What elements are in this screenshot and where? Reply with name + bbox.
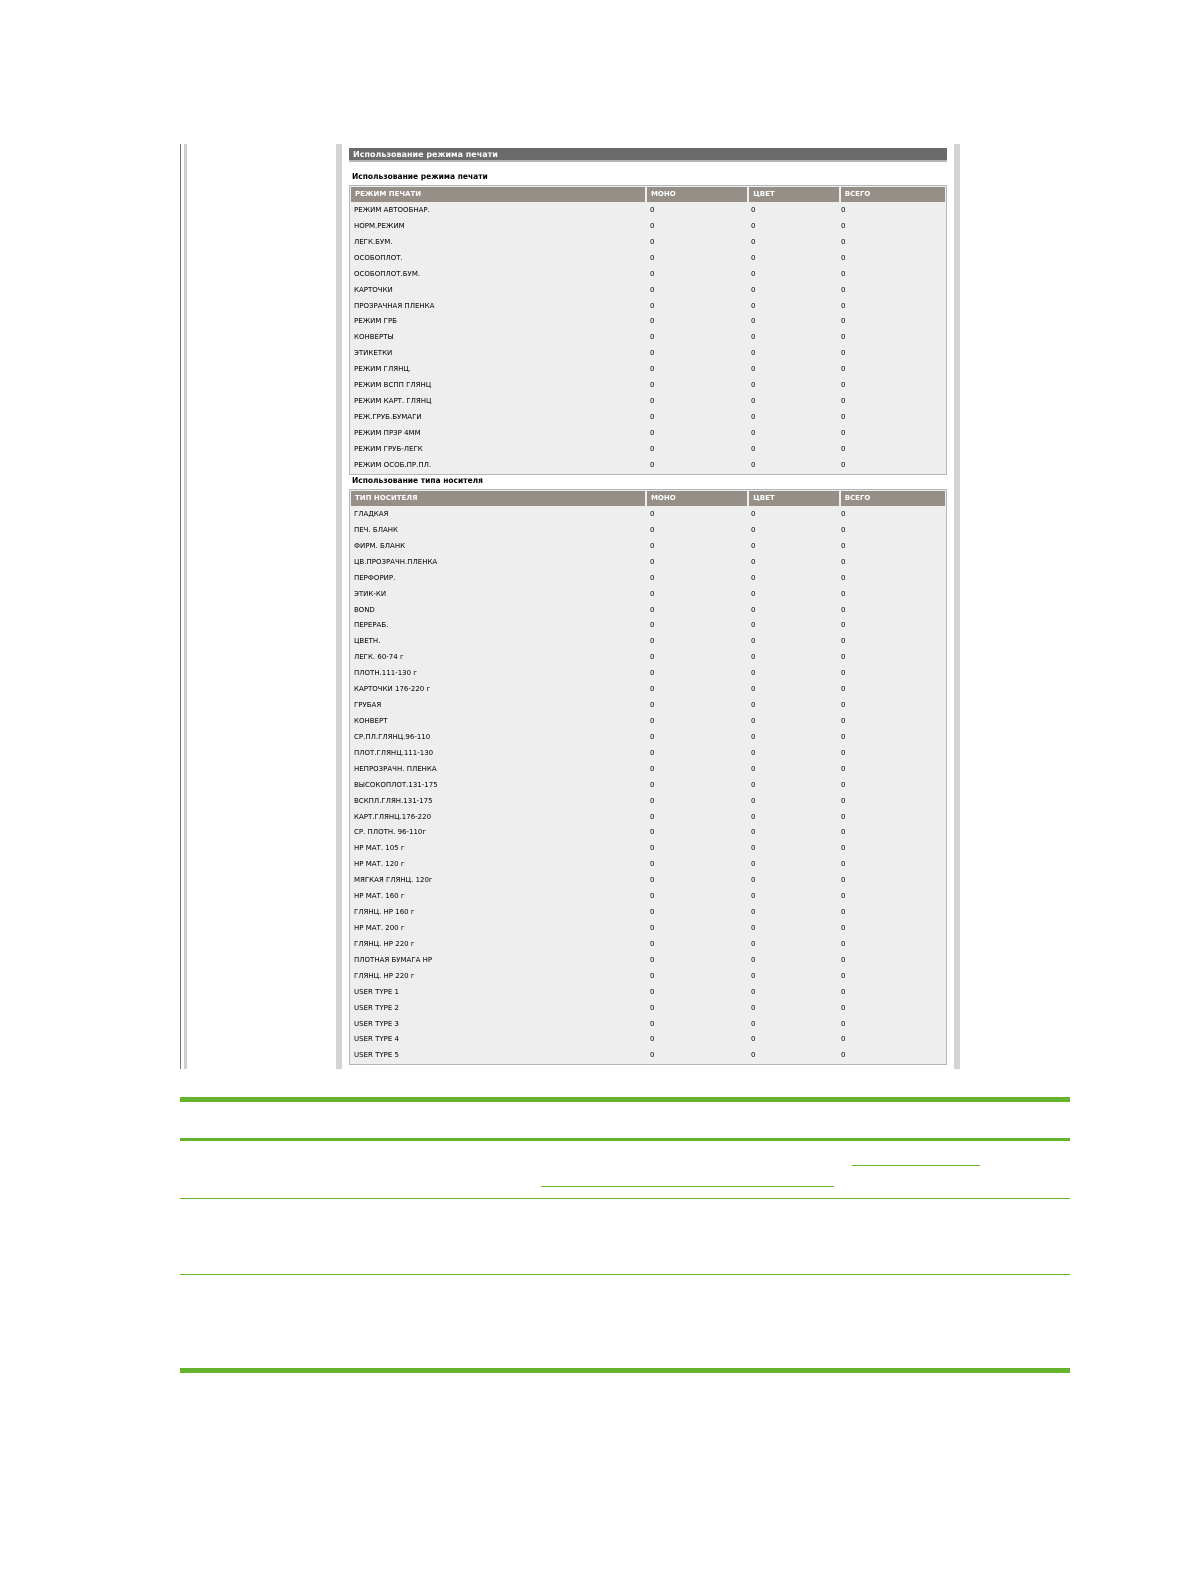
table-row <box>351 778 945 794</box>
table-row <box>351 346 945 362</box>
hyperlink-underline[interactable] <box>541 1186 834 1187</box>
table-bottom-rule <box>180 1368 1070 1373</box>
color-value: 0 <box>751 541 756 550</box>
mono-value: 0 <box>650 605 655 614</box>
mono-value: 0 <box>650 828 655 837</box>
row-label: HP МАТ. 160 г <box>354 892 405 901</box>
table-row <box>351 362 945 378</box>
mono-value: 0 <box>650 460 655 469</box>
row-label: ФИРМ. БЛАНК <box>354 541 406 550</box>
total-value: 0 <box>841 237 846 246</box>
row-label: КАРТОЧКИ <box>354 285 393 294</box>
table-row <box>351 283 945 299</box>
color-value: 0 <box>751 573 756 582</box>
total-value: 0 <box>841 701 846 710</box>
table-row <box>351 523 945 539</box>
color-value: 0 <box>751 732 756 741</box>
print-mode-section-title: Использование режима печати <box>352 172 488 181</box>
table-row <box>351 889 945 905</box>
table-row <box>351 937 945 953</box>
row-label: BOND <box>354 605 375 614</box>
row-label: USER TYPE 5 <box>354 1051 399 1060</box>
column-header-print-mode: РЕЖИМ ПЕЧАТИ <box>351 187 645 202</box>
table-row <box>351 698 945 714</box>
color-value: 0 <box>751 685 756 694</box>
mono-value: 0 <box>650 349 655 358</box>
column-header-total: ВСЕГО <box>841 187 945 202</box>
mono-value: 0 <box>650 955 655 964</box>
total-value: 0 <box>841 349 846 358</box>
color-value: 0 <box>751 206 756 214</box>
total-value: 0 <box>841 1035 846 1044</box>
mono-value: 0 <box>650 365 655 374</box>
table-row <box>351 442 945 458</box>
table-row <box>351 507 945 523</box>
total-value: 0 <box>841 381 846 390</box>
color-value: 0 <box>751 621 756 630</box>
row-label: ПЕЧ. БЛАНК <box>354 525 399 534</box>
mono-value: 0 <box>650 269 655 278</box>
row-label: ПЕРЕРАБ. <box>354 621 389 630</box>
color-value: 0 <box>751 412 756 421</box>
total-value: 0 <box>841 285 846 294</box>
total-value: 0 <box>841 573 846 582</box>
table-row <box>351 378 945 394</box>
mono-value: 0 <box>650 701 655 710</box>
table-row <box>351 219 945 235</box>
row-label: ГЛЯНЦ. HP 220 г <box>354 939 415 948</box>
mono-value: 0 <box>650 621 655 630</box>
table-header <box>351 491 945 506</box>
total-value: 0 <box>841 685 846 694</box>
row-label: СР.ПЛ.ГЛЯНЦ.96-110 <box>354 732 431 741</box>
total-value: 0 <box>841 206 846 214</box>
color-value: 0 <box>751 557 756 566</box>
color-value: 0 <box>751 812 756 821</box>
mono-value: 0 <box>650 1051 655 1060</box>
row-label: РЕЖИМ ВСПП ГЛЯНЦ <box>354 381 432 390</box>
row-label: ЛЕГК. 60-74 г <box>354 653 404 662</box>
color-value: 0 <box>751 876 756 885</box>
row-label: USER TYPE 2 <box>354 1003 399 1012</box>
row-label: USER TYPE 1 <box>354 987 399 996</box>
total-value: 0 <box>841 971 846 980</box>
column-header-mono: МОНО <box>647 187 747 202</box>
row-label: РЕЖ.ГРУБ.БУМАГИ <box>354 412 422 421</box>
color-value: 0 <box>751 381 756 390</box>
row-label: ПЕРФОРИР. <box>354 573 396 582</box>
total-value: 0 <box>841 796 846 805</box>
total-value: 0 <box>841 955 846 964</box>
total-value: 0 <box>841 397 846 406</box>
mono-value: 0 <box>650 716 655 725</box>
color-value: 0 <box>751 828 756 837</box>
mono-value: 0 <box>650 939 655 948</box>
mono-value: 0 <box>650 525 655 534</box>
total-value: 0 <box>841 557 846 566</box>
mono-value: 0 <box>650 637 655 646</box>
table-row <box>351 1032 945 1048</box>
hyperlink-underline[interactable] <box>852 1165 980 1166</box>
row-label: ЭТИК-КИ <box>354 589 387 598</box>
row-label: ОСОБОПЛОТ.БУМ. <box>354 269 421 278</box>
mono-value: 0 <box>650 1019 655 1028</box>
table-row <box>351 394 945 410</box>
color-value: 0 <box>751 860 756 869</box>
color-value: 0 <box>751 716 756 725</box>
table-row <box>351 426 945 442</box>
total-value: 0 <box>841 510 846 518</box>
mono-value: 0 <box>650 301 655 310</box>
mono-value: 0 <box>650 732 655 741</box>
color-value: 0 <box>751 333 756 342</box>
color-value: 0 <box>751 748 756 757</box>
total-value: 0 <box>841 732 846 741</box>
mono-value: 0 <box>650 669 655 678</box>
table-row <box>351 1001 945 1017</box>
color-value: 0 <box>751 253 756 262</box>
color-value: 0 <box>751 349 756 358</box>
mono-value: 0 <box>650 653 655 662</box>
mono-value: 0 <box>650 285 655 294</box>
total-value: 0 <box>841 876 846 885</box>
mono-value: 0 <box>650 923 655 932</box>
total-value: 0 <box>841 987 846 996</box>
total-value: 0 <box>841 301 846 310</box>
table-row <box>351 539 945 555</box>
table-row <box>351 235 945 251</box>
table-row <box>351 857 945 873</box>
row-label: ГЛЯНЦ. HP 220 г <box>354 971 415 980</box>
total-value: 0 <box>841 541 846 550</box>
total-value: 0 <box>841 653 846 662</box>
table-row <box>351 634 945 650</box>
total-value: 0 <box>841 637 846 646</box>
table-top-rule <box>180 1097 1070 1102</box>
color-value: 0 <box>751 701 756 710</box>
table-row <box>351 794 945 810</box>
row-label: КАРТ.ГЛЯНЦ.176-220 <box>354 812 432 821</box>
color-value: 0 <box>751 764 756 773</box>
row-label: ПЛОТНАЯ БУМАГА HP <box>354 955 433 964</box>
mono-value: 0 <box>650 987 655 996</box>
color-value: 0 <box>751 1019 756 1028</box>
total-value: 0 <box>841 444 846 453</box>
table-row <box>351 746 945 762</box>
total-value: 0 <box>841 253 846 262</box>
total-value: 0 <box>841 221 846 230</box>
color-value: 0 <box>751 397 756 406</box>
table-row <box>351 714 945 730</box>
total-value: 0 <box>841 669 846 678</box>
row-label: НОРМ.РЕЖИМ <box>354 221 405 230</box>
row-label: ЦВЕТН. <box>354 637 381 646</box>
table-row <box>351 587 945 603</box>
color-value: 0 <box>751 1051 756 1060</box>
total-value: 0 <box>841 764 846 773</box>
color-value: 0 <box>751 525 756 534</box>
total-value: 0 <box>841 589 846 598</box>
table-row <box>351 410 945 426</box>
row-label: HP МАТ. 200 г <box>354 923 405 932</box>
media-type-rows <box>350 507 946 1064</box>
mono-value: 0 <box>650 237 655 246</box>
total-value: 0 <box>841 844 846 853</box>
color-value: 0 <box>751 460 756 469</box>
mono-value: 0 <box>650 971 655 980</box>
print-mode-table <box>349 185 947 475</box>
total-value: 0 <box>841 317 846 326</box>
table-row <box>351 841 945 857</box>
column-header-color: ЦВЕТ <box>749 187 838 202</box>
table-row <box>351 251 945 267</box>
row-label: СР. ПЛОТН. 96-110г <box>354 828 427 837</box>
total-value: 0 <box>841 908 846 917</box>
content-right-border <box>954 144 960 1069</box>
color-value: 0 <box>751 285 756 294</box>
total-value: 0 <box>841 525 846 534</box>
row-label: РЕЖИМ ОСОБ.ПР.ПЛ. <box>354 460 432 469</box>
table-row <box>351 314 945 330</box>
row-label: HP МАТ. 120 г <box>354 860 405 869</box>
total-value: 0 <box>841 860 846 869</box>
mono-value: 0 <box>650 748 655 757</box>
mono-value: 0 <box>650 557 655 566</box>
table-row <box>351 330 945 346</box>
row-label: КОНВЕРТ <box>354 716 388 725</box>
table-row <box>351 458 945 474</box>
total-value: 0 <box>841 939 846 948</box>
color-value: 0 <box>751 780 756 789</box>
row-label: КАРТОЧКИ 176-220 г <box>354 685 431 694</box>
table-row <box>351 730 945 746</box>
mono-value: 0 <box>650 812 655 821</box>
color-value: 0 <box>751 844 756 853</box>
row-label: ПЛОТ.ГЛЯНЦ.111-130 <box>354 748 434 757</box>
row-label: ОСОБОПЛОТ. <box>354 253 403 262</box>
color-value: 0 <box>751 939 756 948</box>
column-header-mono: МОНО <box>647 491 747 506</box>
table-header-rule <box>180 1138 1070 1141</box>
mono-value: 0 <box>650 428 655 437</box>
color-value: 0 <box>751 510 756 518</box>
mono-value: 0 <box>650 876 655 885</box>
mono-value: 0 <box>650 412 655 421</box>
row-label: ПРОЗРАЧНАЯ ПЛЕНКА <box>354 301 435 310</box>
mono-value: 0 <box>650 573 655 582</box>
row-label: ВСКПЛ.ГЛЯН.131-175 <box>354 796 433 805</box>
color-value: 0 <box>751 317 756 326</box>
color-value: 0 <box>751 637 756 646</box>
color-value: 0 <box>751 605 756 614</box>
total-value: 0 <box>841 923 846 932</box>
table-row <box>351 905 945 921</box>
table-row <box>351 1048 945 1064</box>
color-value: 0 <box>751 269 756 278</box>
table-row <box>351 571 945 587</box>
total-value: 0 <box>841 365 846 374</box>
mono-value: 0 <box>650 333 655 342</box>
total-value: 0 <box>841 605 846 614</box>
color-value: 0 <box>751 971 756 980</box>
color-value: 0 <box>751 669 756 678</box>
color-value: 0 <box>751 955 756 964</box>
table-row <box>351 969 945 985</box>
row-label: ЦВ.ПРОЗРАЧН.ПЛЕНКА <box>354 557 438 566</box>
left-navigation-panel <box>188 144 336 1069</box>
total-value: 0 <box>841 716 846 725</box>
mono-value: 0 <box>650 780 655 789</box>
mono-value: 0 <box>650 764 655 773</box>
mono-value: 0 <box>650 206 655 214</box>
color-value: 0 <box>751 987 756 996</box>
column-header-media-type: ТИП НОСИТЕЛЯ <box>351 491 645 506</box>
mono-value: 0 <box>650 444 655 453</box>
total-value: 0 <box>841 333 846 342</box>
row-label: USER TYPE 4 <box>354 1035 399 1044</box>
column-header-total: ВСЕГО <box>841 491 945 506</box>
color-value: 0 <box>751 237 756 246</box>
mono-value: 0 <box>650 908 655 917</box>
row-label: РЕЖИМ ГРБ <box>354 317 397 326</box>
column-header-color: ЦВЕТ <box>749 491 838 506</box>
mono-value: 0 <box>650 221 655 230</box>
mono-value: 0 <box>650 317 655 326</box>
table-row <box>351 953 945 969</box>
row-label: ПЛОТН.111-130 г <box>354 669 417 678</box>
content-left-border <box>336 144 342 1069</box>
color-value: 0 <box>751 653 756 662</box>
color-value: 0 <box>751 365 756 374</box>
frame-left-border <box>180 144 188 1069</box>
mono-value: 0 <box>650 860 655 869</box>
row-label: РЕЖИМ АВТООБНАР. <box>354 206 430 214</box>
table-row-divider <box>180 1274 1070 1275</box>
table-row-divider <box>180 1198 1070 1199</box>
total-value: 0 <box>841 828 846 837</box>
row-label: ЛЕГК.БУМ. <box>354 237 393 246</box>
print-mode-rows <box>350 203 946 474</box>
table-row <box>351 985 945 1001</box>
table-row <box>351 682 945 698</box>
total-value: 0 <box>841 892 846 901</box>
total-value: 0 <box>841 412 846 421</box>
page-title: Использование режима печати <box>349 148 947 162</box>
row-label: РЕЖИМ ГЛЯНЦ. <box>354 365 412 374</box>
row-label: ГЛЯНЦ. HP 160 г <box>354 908 415 917</box>
mono-value: 0 <box>650 589 655 598</box>
table-row <box>351 203 945 219</box>
mono-value: 0 <box>650 685 655 694</box>
total-value: 0 <box>841 748 846 757</box>
table-row <box>351 618 945 634</box>
color-value: 0 <box>751 301 756 310</box>
row-label: ГРУБАЯ <box>354 701 382 710</box>
media-type-section-title: Использование типа носителя <box>352 476 483 485</box>
row-label: НЕПРОЗРАЧН. ПЛЕНКА <box>354 764 437 773</box>
row-label: ЭТИКЕТКИ <box>354 349 393 358</box>
total-value: 0 <box>841 812 846 821</box>
color-value: 0 <box>751 908 756 917</box>
row-label: КОНВЕРТЫ <box>354 333 394 342</box>
color-value: 0 <box>751 1003 756 1012</box>
table-row <box>351 603 945 619</box>
row-label: HP МАТ. 105 г <box>354 844 405 853</box>
total-value: 0 <box>841 428 846 437</box>
color-value: 0 <box>751 796 756 805</box>
table-row <box>351 762 945 778</box>
mono-value: 0 <box>650 541 655 550</box>
table-row <box>351 650 945 666</box>
total-value: 0 <box>841 621 846 630</box>
mono-value: 0 <box>650 510 655 518</box>
table-row <box>351 555 945 571</box>
total-value: 0 <box>841 1019 846 1028</box>
table-header <box>351 187 945 202</box>
table-row <box>351 873 945 889</box>
mono-value: 0 <box>650 1035 655 1044</box>
total-value: 0 <box>841 269 846 278</box>
total-value: 0 <box>841 1003 846 1012</box>
table-row <box>351 1017 945 1033</box>
total-value: 0 <box>841 460 846 469</box>
row-label: МЯГКАЯ ГЛЯНЦ. 120г <box>354 876 433 885</box>
mono-value: 0 <box>650 796 655 805</box>
color-value: 0 <box>751 892 756 901</box>
total-value: 0 <box>841 780 846 789</box>
row-label: ГЛАДКАЯ <box>354 510 389 518</box>
row-label: РЕЖИМ КАРТ. ГЛЯНЦ <box>354 397 432 406</box>
color-value: 0 <box>751 1035 756 1044</box>
table-row <box>351 666 945 682</box>
color-value: 0 <box>751 923 756 932</box>
table-row <box>351 810 945 826</box>
color-value: 0 <box>751 589 756 598</box>
row-label: ВЫСОКОПЛОТ.131-175 <box>354 780 438 789</box>
row-label: USER TYPE 3 <box>354 1019 399 1028</box>
row-label: РЕЖИМ ПРЗР 4ММ <box>354 428 421 437</box>
color-value: 0 <box>751 221 756 230</box>
table-row <box>351 825 945 841</box>
mono-value: 0 <box>650 381 655 390</box>
table-row <box>351 921 945 937</box>
mono-value: 0 <box>650 844 655 853</box>
mono-value: 0 <box>650 253 655 262</box>
media-type-table <box>349 489 947 1065</box>
table-row <box>351 267 945 283</box>
mono-value: 0 <box>650 397 655 406</box>
row-label: РЕЖИМ ГРУБ-ЛЕГК <box>354 444 423 453</box>
mono-value: 0 <box>650 892 655 901</box>
total-value: 0 <box>841 1051 846 1060</box>
mono-value: 0 <box>650 1003 655 1012</box>
color-value: 0 <box>751 444 756 453</box>
table-row <box>351 299 945 315</box>
color-value: 0 <box>751 428 756 437</box>
